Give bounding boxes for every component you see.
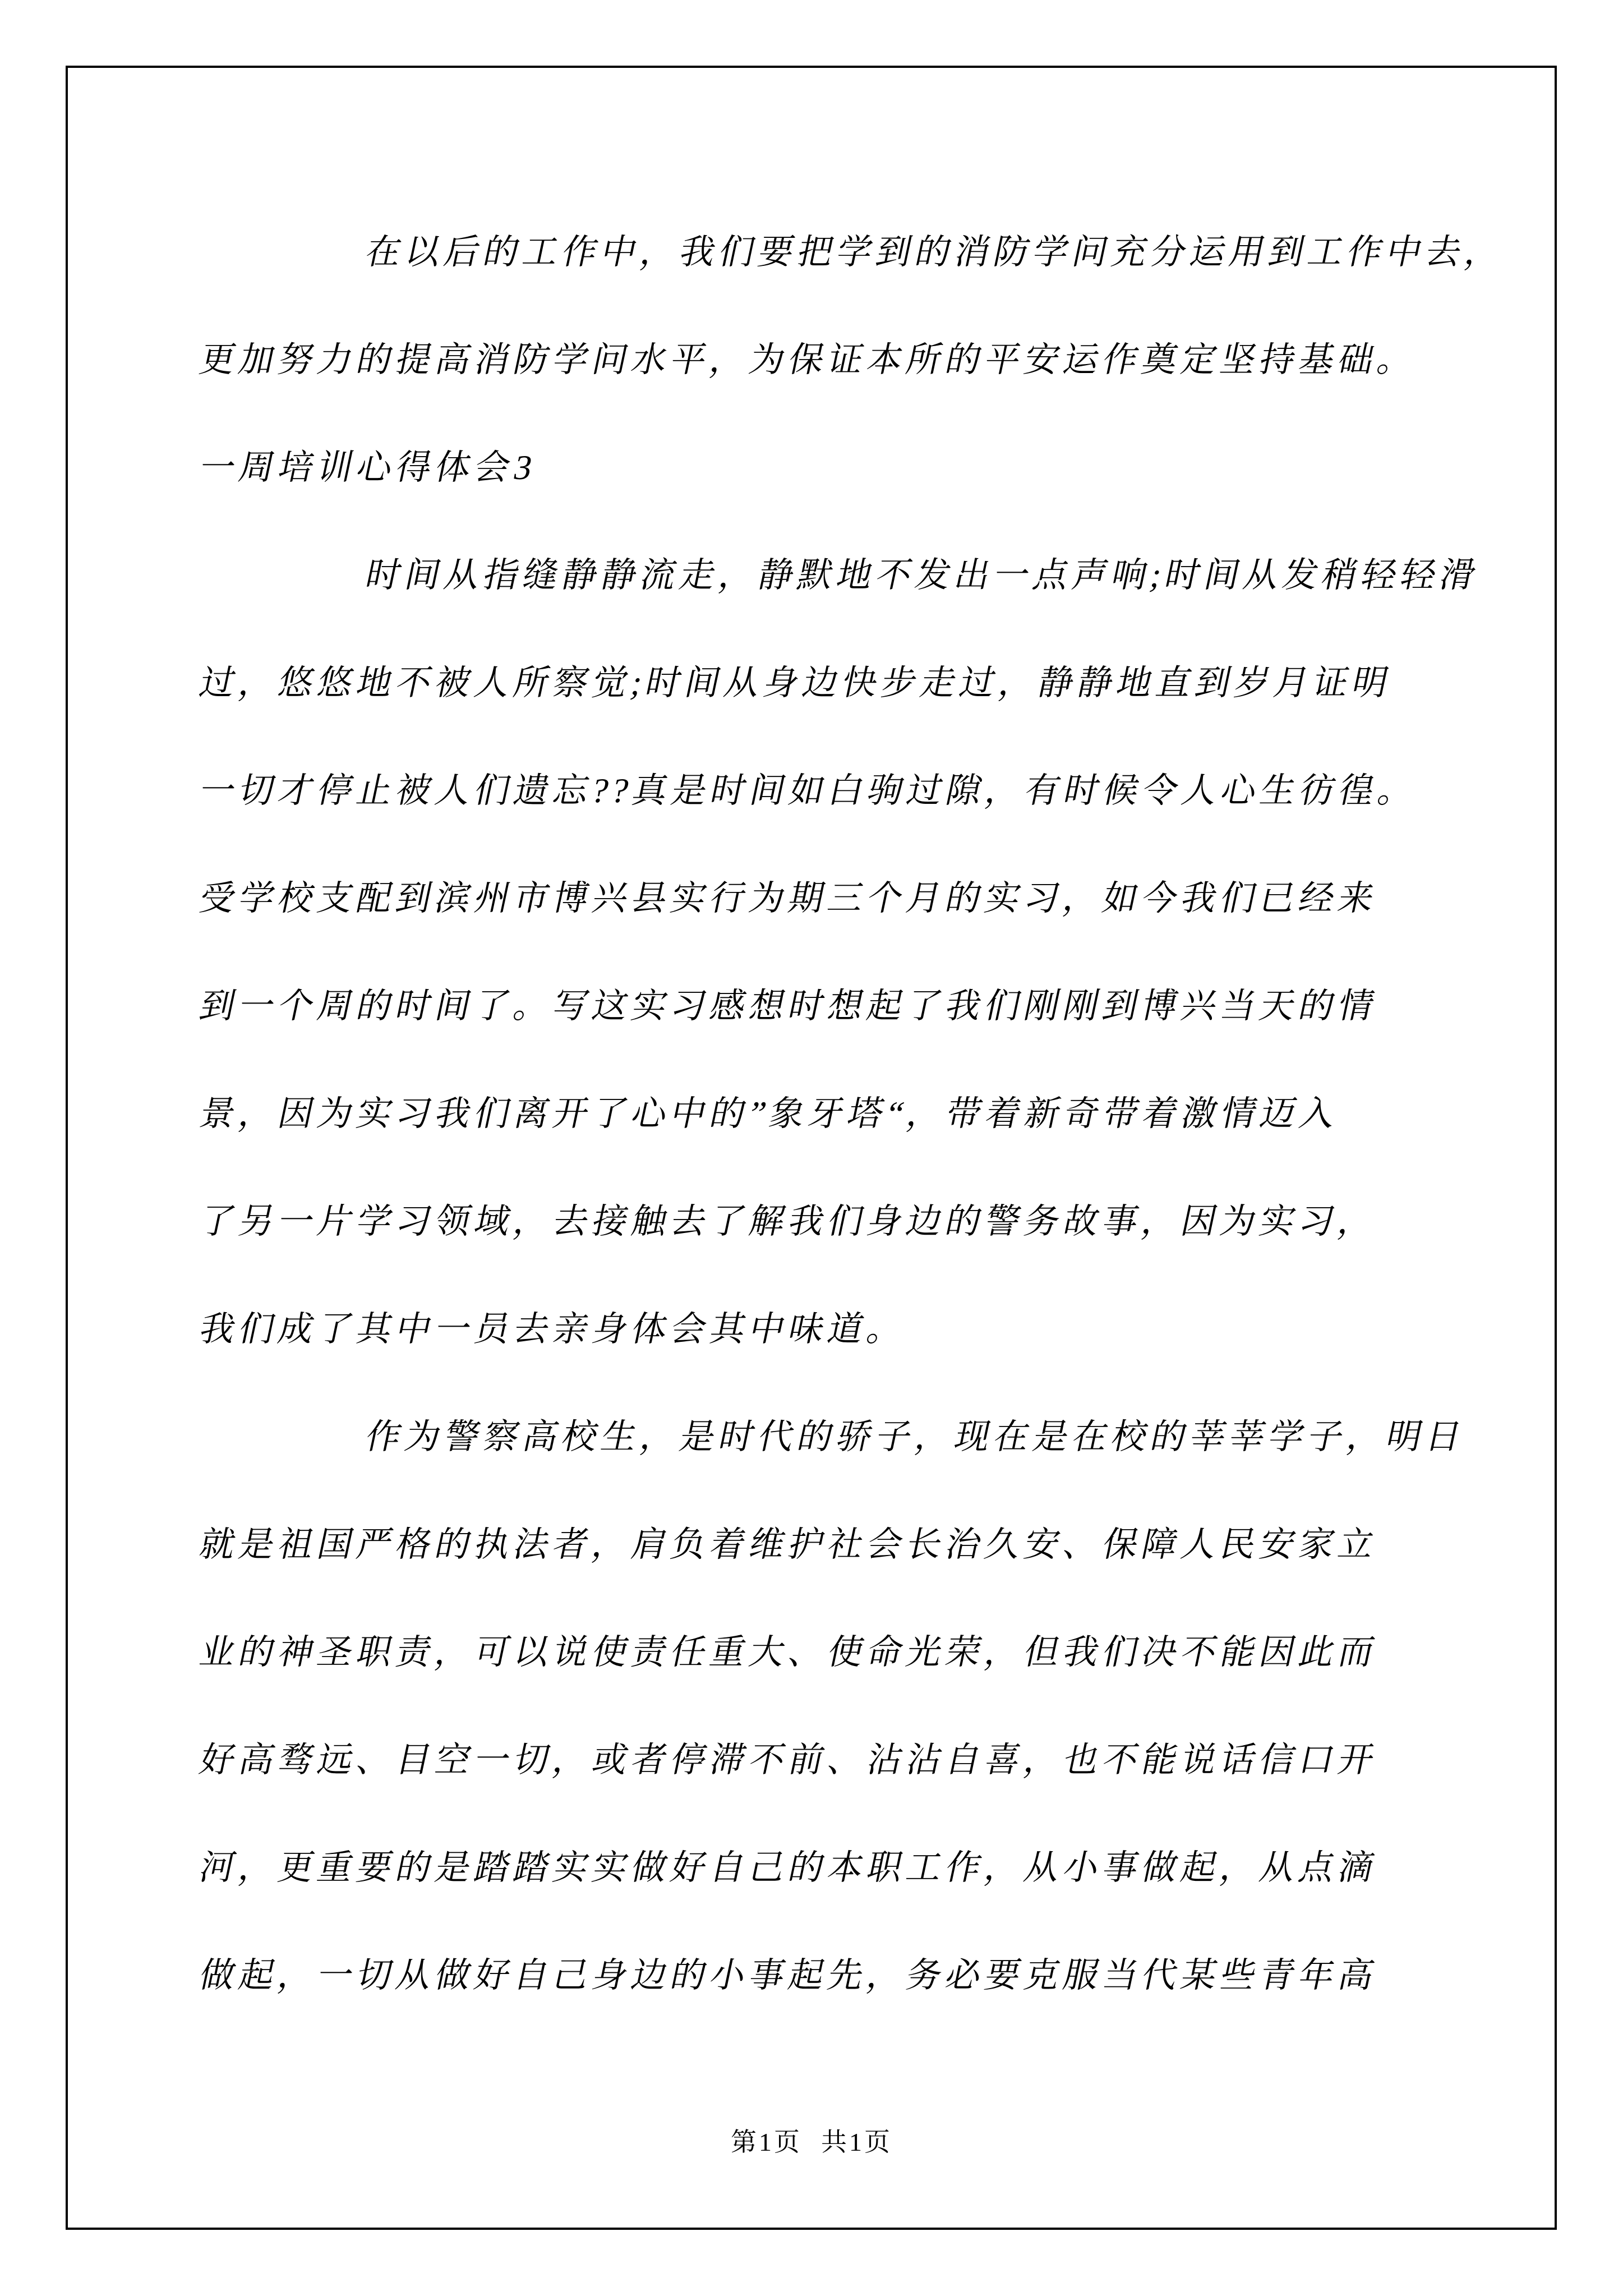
text-block [196, 199, 1509, 2030]
text-line [198, 522, 1484, 629]
text-line-content: 做起，一切从做好自己身边的小事起先，务必要克服当代某些青年高 [196, 1957, 1382, 1995]
text-line-content: 业的神圣职责，可以说使责任重大、使命光荣，但我们决不能因此而 [196, 1634, 1382, 1672]
footer-page-current: 第1页 [731, 2128, 802, 2156]
text-line-content: 河，更重要的是踏踏实实做好自己的本职工作，从小事做起，从点滴 [196, 1849, 1382, 1887]
text-line [198, 1060, 1454, 1168]
text-line-content: 我们成了其中一员去亲身体会其中味道。 [196, 1310, 911, 1349]
text-line [198, 414, 1454, 522]
text-line-content: 过，悠悠地不被人所察觉;时间从身边快步走过，静静地直到岁月证明 [196, 664, 1396, 702]
text-line-content: 在以后的工作中，我们要把学到的消防学问充分运用到工作中去， [362, 233, 1509, 272]
text-line-content: 时间从指缝静静流走，静默地不发出一点声响;时间从发稍轻轻滑 [362, 556, 1484, 595]
text-line [198, 1814, 1454, 1922]
text-line-content: 受学校支配到滨州市博兴县实行为期三个月的实习，如今我们已经来 [196, 880, 1382, 918]
text-line [198, 1599, 1454, 1706]
text-line-content: 景，因为实习我们离开了心中的”象牙塔“，带着新奇带着激情迈入 [196, 1095, 1344, 1133]
text-line [198, 953, 1454, 1060]
footer-page-total: 共1页 [821, 2128, 892, 2156]
text-line-content: 就是祖国严格的执法者，肩负着维护社会长治久安、保障人民安家立 [196, 1526, 1382, 1564]
text-line-content: 到一个周的时间了。写这实习感想时想起了我们刚刚到博兴当天的情 [196, 987, 1382, 1025]
text-line [198, 845, 1454, 953]
text-line [198, 1168, 1454, 1276]
text-line [198, 737, 1454, 845]
text-line-content: 一切才停止被人们遗忘??真是时间如白驹过隙，有时候令人心生彷徨。 [196, 772, 1422, 810]
text-line [198, 1491, 1454, 1599]
text-line [198, 1922, 1454, 2030]
text-line-content: 了另一片学习领域，去接触去了解我们身边的警务故事，因为实习， [196, 1203, 1382, 1241]
page-footer [0, 2122, 1623, 2159]
text-line-content: 好高骛远、目空一切，或者停滞不前、沾沾自喜，也不能说话信口开 [196, 1741, 1382, 1779]
text-line [198, 1383, 1470, 1491]
text-line-content: 一周培训心得体会3 [196, 449, 541, 487]
text-line-content: 更加努力的提高消防学问水平，为保证本所的平安运作奠定坚持基础。 [196, 341, 1422, 379]
text-line [198, 1276, 1454, 1383]
text-line [198, 1706, 1454, 1814]
text-line [198, 199, 1509, 306]
text-line-content: 作为警察高校生，是时代的骄子，现在是在校的莘莘学子，明日 [362, 1418, 1470, 1456]
text-line [198, 306, 1454, 414]
text-line [198, 629, 1454, 737]
